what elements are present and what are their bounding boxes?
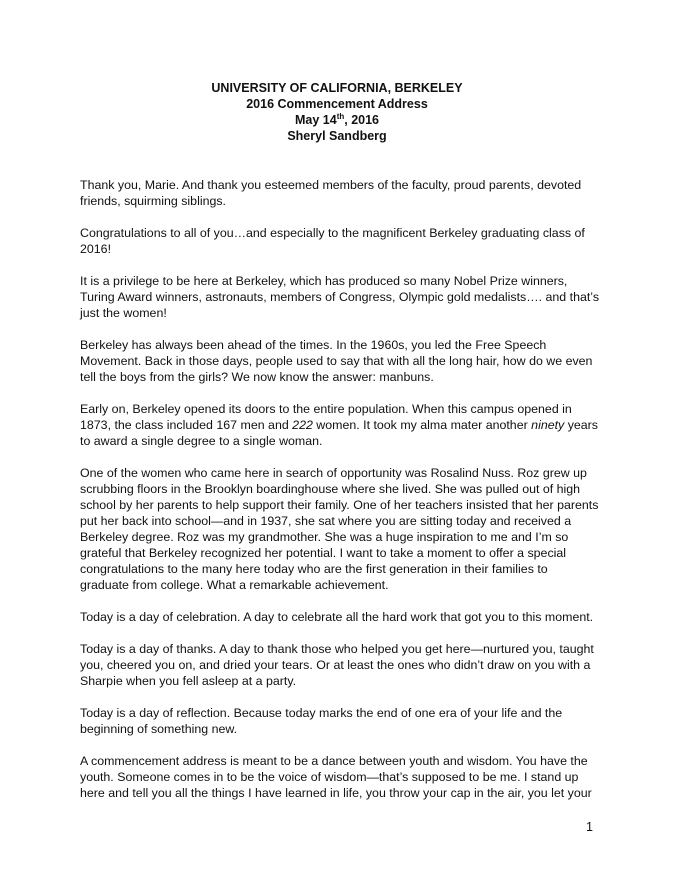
date-ordinal-suffix: th [336, 111, 345, 121]
paragraph [80, 401, 600, 449]
document-header [0, 80, 674, 144]
speaker-name: Sheryl Sandberg [287, 129, 387, 143]
paragraph: It is a privilege to be here at Berkeley, which has produced so many Nobel Prize winners, Turing Award winners, astronauts, members of Congress, Olympic gold medalists…. and that’s just the women! [80, 274, 600, 320]
paragraph: Today is a day of celebration. A day to celebrate all the hard work that got you to this moment. [80, 610, 594, 624]
speech-body [80, 177, 600, 817]
event-date [0, 112, 674, 128]
date-month-day: May 14 [294, 113, 337, 127]
emphasis: ninety [531, 418, 565, 432]
paragraph: One of the women who came here in search of opportunity was Rosalind Nuss. Roz grew up scrubbing floors in the Brooklyn boardinghouse where she lived. She was pulled out of high school by her parents to help support their family. One of her teachers insisted that her parents put her back into school—and in 1937, she sat where you are sitting today and received a Berkeley degree. Roz was my grandmother. She was a huge inspiration to me and I’m so grateful that Berkeley recognized her potential. I want to take a moment to offer a special congratulations to the many here today who are the first generation in their families to graduate from college. What a remarkable achievement. [80, 466, 599, 592]
institution-title: UNIVERSITY OF CALIFORNIA, BERKELEY [211, 81, 463, 95]
page-number: 1 [586, 820, 593, 834]
paragraph-part: women. It took my alma mater another [312, 418, 532, 432]
paragraph: Today is a day of thanks. A day to thank those who helped you get here—nurtured you, taught you, cheered you on, and dried your tears. Or at least the ones who didn’t draw on you with a Sharpie when you fell asleep at a party. [80, 642, 594, 688]
paragraph-part: Early on, Berkeley opened its doors to the entire population. When this campus opened in 1873, the class included 167 men and [80, 402, 572, 432]
paragraph: Berkeley has always been ahead of the times. In the 1960s, you led the Free Speech Movement. Back in those days, people used to say that with all the long hair, how do we even tell the boys from the girls? We now know the answer: manbuns. [80, 338, 593, 384]
date-year: , 2016 [344, 113, 380, 127]
paragraph-part: years to award a single degree to a single woman. [80, 418, 598, 448]
paragraph: Thank you, Marie. And thank you esteemed members of the faculty, proud parents, devoted friends, squirming siblings. [80, 178, 582, 208]
paragraph: Today is a day of reflection. Because today marks the end of one era of your life and the beginning of something new. [80, 706, 563, 736]
emphasis: 222 [292, 418, 313, 432]
paragraph: A commencement address is meant to be a dance between youth and wisdom. You have the youth. Someone comes in to be the voice of wisdom—that’s supposed to be me. I stand up here and tell you all the things I have learned in life, you throw your cap in the air, you let your [80, 754, 592, 800]
paragraph: Congratulations to all of you…and especially to the magnificent Berkeley graduating class of 2016! [80, 226, 585, 256]
event-title: 2016 Commencement Address [246, 97, 428, 111]
